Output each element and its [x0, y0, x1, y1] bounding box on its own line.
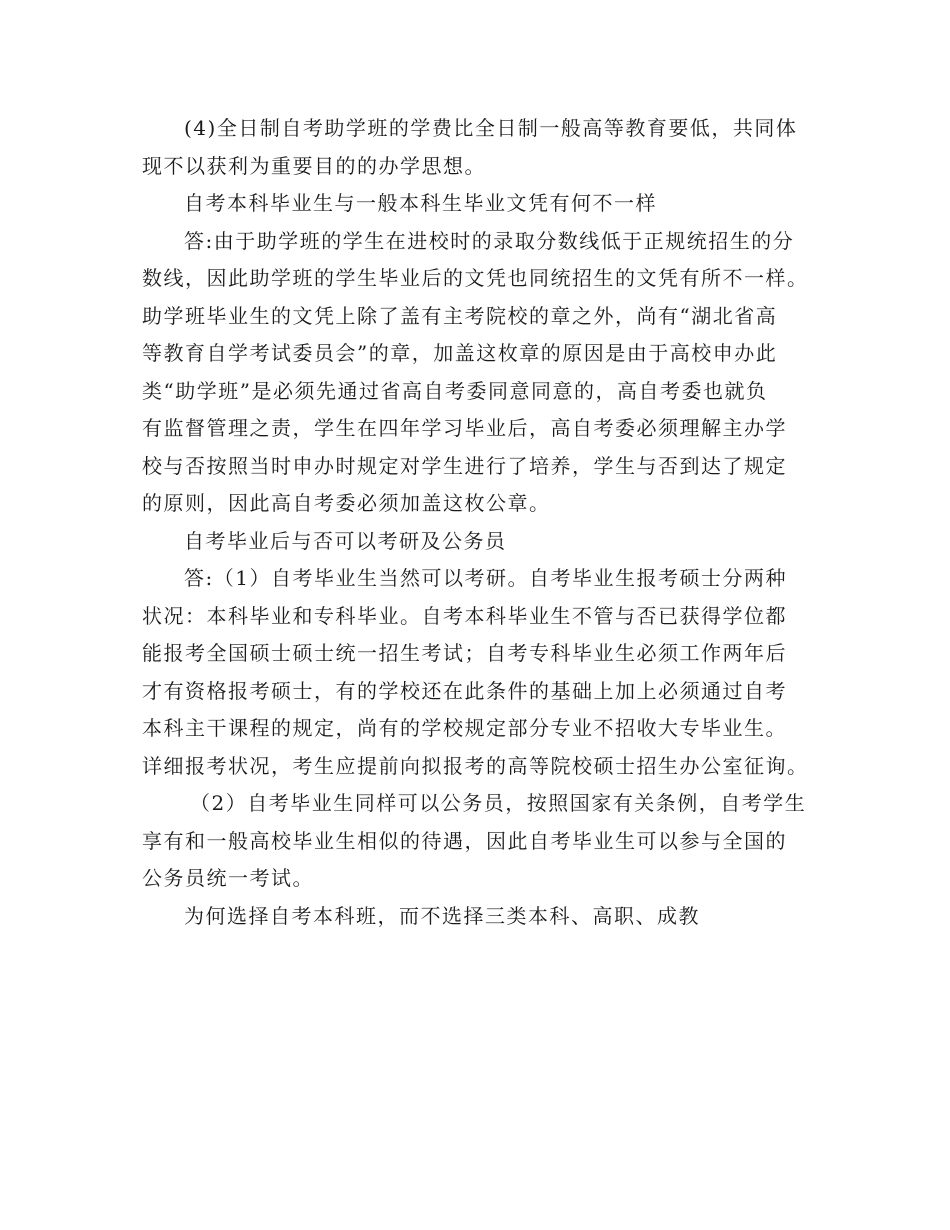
- paragraph-line: 数线，因此助学班的学生毕业后的文凭也同统招生的文凭有所不一样。: [142, 266, 809, 290]
- paragraph-line: 校与否按照当时申办时规定对学生进行了培养，学生与否到达了规定: [142, 453, 787, 478]
- paragraph-line: 状况：本科毕业和专科毕业。自考本科毕业生不管与否已获得学位都: [142, 603, 787, 628]
- paragraph-line: 能报考全国硕士硕士统一招生考试；自考专科毕业生必须工作两年后: [142, 641, 787, 665]
- paragraph-line: 的原则，因此高自考委必须加盖这枚公章。: [142, 491, 551, 515]
- paragraph-line: 详细报考状况，考生应提前向拟报考的高等院校硕士招生办公室征询。: [142, 753, 809, 778]
- paragraph-line: 助学班毕业生的文凭上除了盖有主考院校的章之外，尚有“湖北省高: [142, 303, 778, 328]
- section-heading: 自考毕业后与否可以考研及公务员: [184, 528, 507, 553]
- paragraph-line: 本科主干课程的规定，尚有的学校规定部分专业不招收大专毕业生。: [142, 716, 787, 740]
- paragraph-line: 公务员统一考试。: [142, 866, 314, 890]
- paragraph-line: 等教育自学考试委员会”的章，加盖这枚章的原因是由于高校申办此: [142, 341, 778, 365]
- paragraph-line: 现不以获利为重要目的的办学思想。: [142, 153, 486, 178]
- paragraph-line: 有监督管理之责，学生在四年学习毕业后，高自考委必须理解主办学: [142, 416, 787, 440]
- section-heading: 自考本科毕业生与一般本科生毕业文凭有何不一样: [184, 191, 657, 215]
- paragraph-line: （2）自考毕业生同样可以公务员，按照国家有关条例，自考学生: [190, 791, 807, 815]
- paragraph-line: 享有和一般高校毕业生相似的待遇，因此自考毕业生可以参与全国的: [142, 828, 787, 853]
- paragraph-line: 才有资格报考硕士，有的学校还在此条件的基础上加上必须通过自考: [142, 678, 787, 703]
- paragraph-line: 答:由于助学班的学生在进校时的录取分数线低于正规统招生的分: [184, 228, 795, 253]
- paragraph-line: (4)全日制自考助学班的学费比全日制一般高等教育要低，共同体: [184, 116, 798, 140]
- paragraph-line: 答:（1）自考毕业生当然可以考研。自考毕业生报考硕士分两种: [184, 566, 787, 590]
- document-body: [142, 110, 822, 935]
- paragraph-line: 类“助学班”是必须先通过省高自考委同意同意的，高自考委也就负: [142, 378, 768, 403]
- section-heading: 为何选择自考本科班，而不选择三类本科、高职、成教: [184, 903, 700, 928]
